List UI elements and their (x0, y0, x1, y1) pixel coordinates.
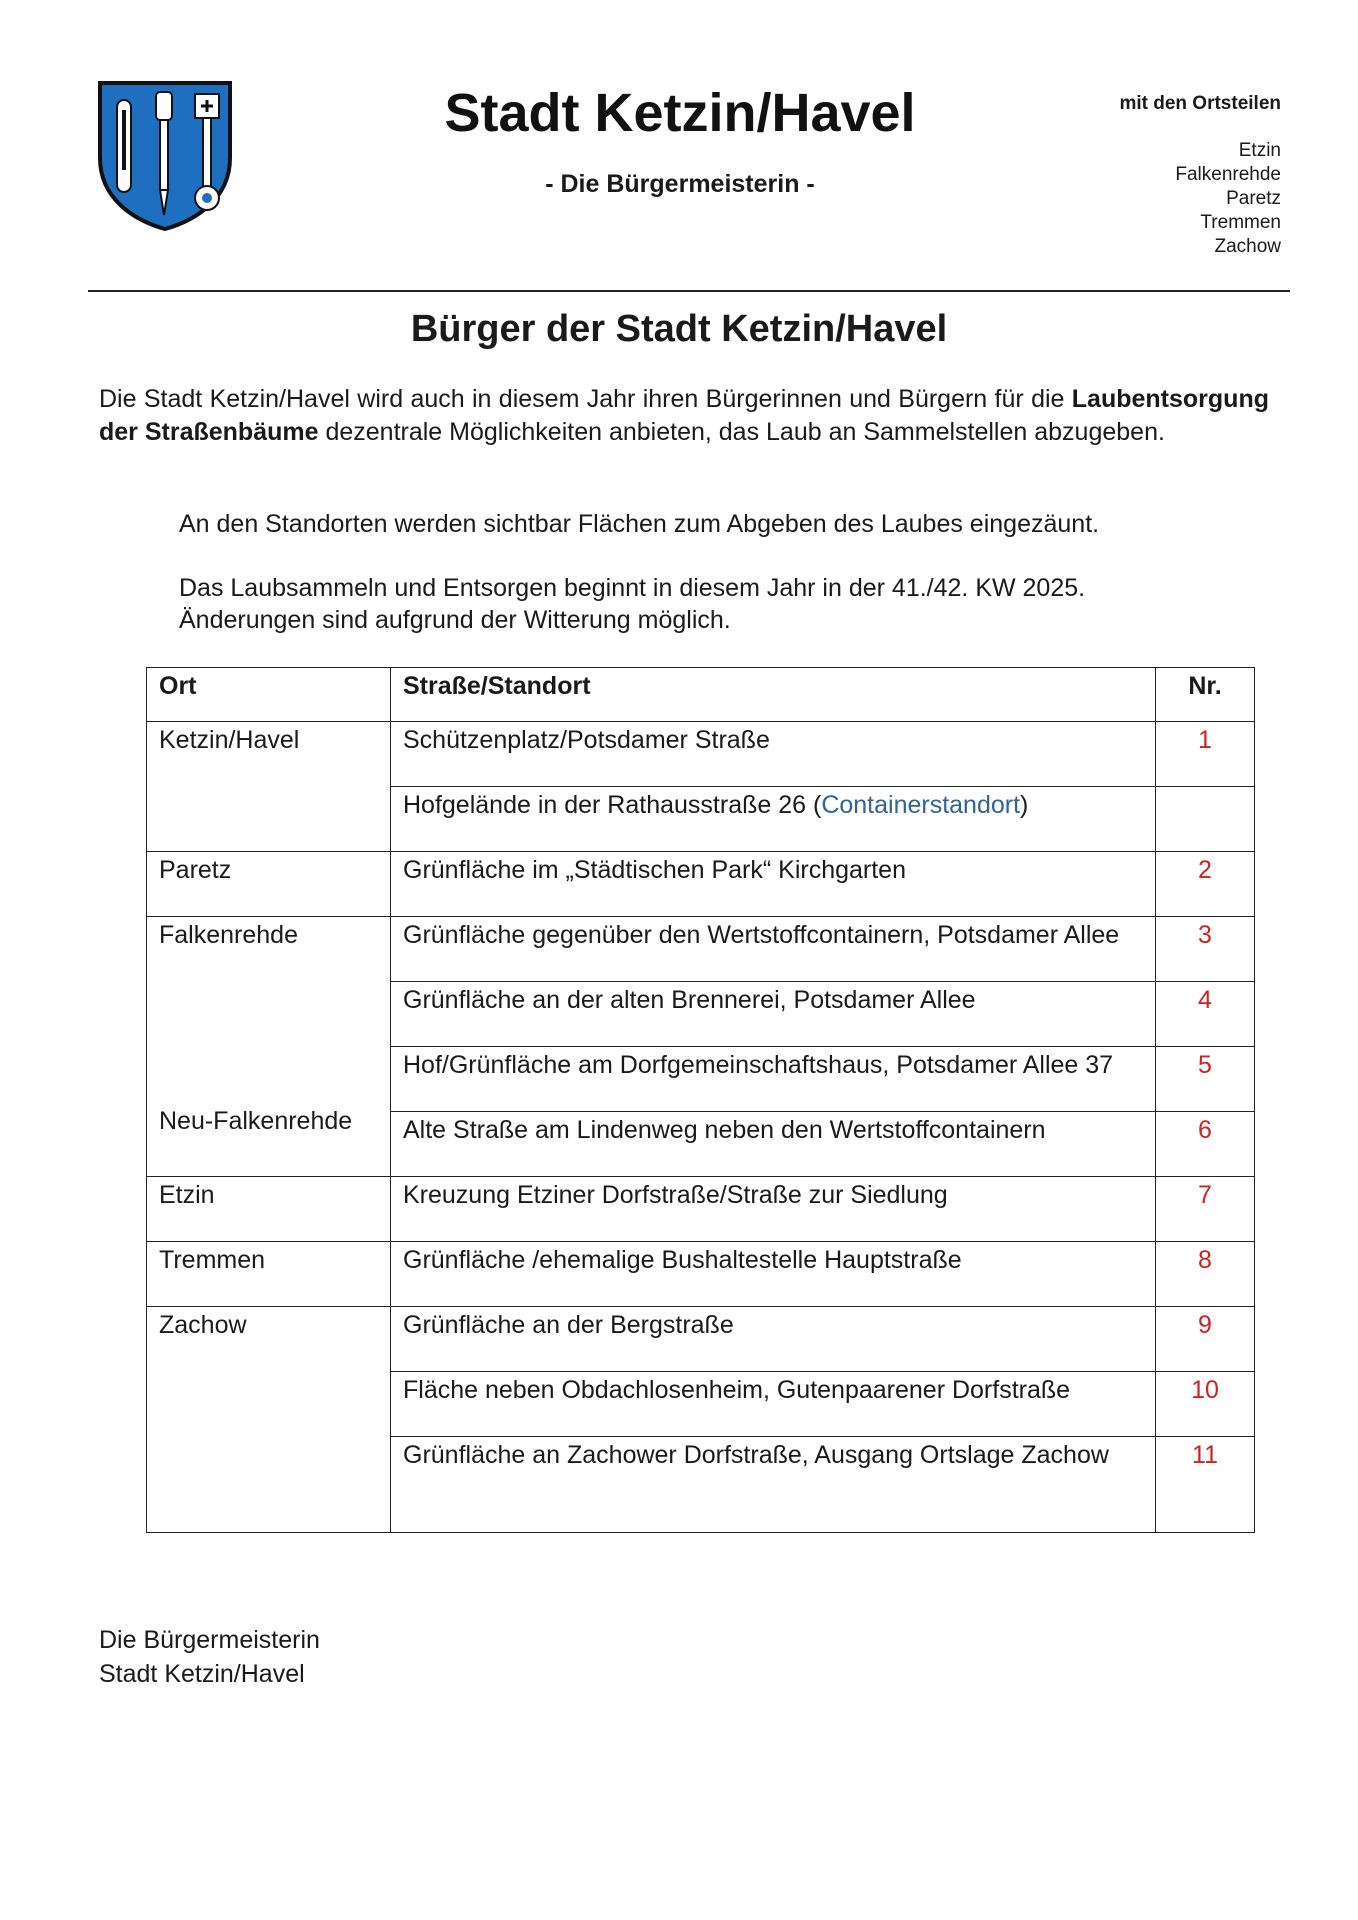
cell-ort: Etzin (147, 1177, 391, 1242)
fence-paragraph: An den Standorten werden sichtbar Flächen zum Abgeben des Laubes eingezäunt. (179, 510, 1100, 538)
schedule-line: Das Laubsammeln und Entsorgen beginnt in diesem Jahr in der 41./42. KW 2025. (179, 574, 1086, 602)
table-row (147, 1242, 1255, 1307)
cell-ort (147, 982, 391, 1047)
intro-bold-text: Laubentsorgung der Straßenbäume (99, 385, 1269, 446)
cell-nr: 2 (1156, 852, 1255, 917)
cell-standort: Fläche neben Obdachlosenheim, Gutenpaarener Dorfstraße (391, 1372, 1156, 1437)
cell-standort: Grünfläche an der Bergstraße (391, 1307, 1156, 1372)
intro-paragraph (99, 383, 1269, 449)
ortsteil-item: Etzin (1238, 140, 1281, 161)
page-title: Stadt Ketzin/Havel (444, 83, 916, 143)
cell-nr (1156, 787, 1255, 852)
table-row (147, 722, 1255, 787)
cell-standort: Alte Straße am Lindenweg neben den Wertstoffcontainern (391, 1112, 1156, 1177)
cell-ort: Falkenrehde (147, 917, 391, 982)
cell-nr: 10 (1156, 1372, 1255, 1437)
header-divider (88, 290, 1290, 292)
header-standort: Straße/Standort (391, 668, 1156, 722)
ortsteil-item: Tremmen (1200, 212, 1281, 233)
intro-text: dezentrale Möglichkeiten anbieten, das Laub an Sammelstellen abzugeben. (318, 418, 1165, 446)
document-heading: Bürger der Stadt Ketzin/Havel (410, 308, 948, 350)
cell-ort-wrap (147, 1106, 391, 1177)
table-row (147, 1307, 1255, 1372)
signature-line: Die Bürgermeisterin (99, 1626, 320, 1654)
cell-ort: Neu-Falkenrehde (159, 1106, 353, 1135)
cell-standort: Schützenplatz/Potsdamer Straße (391, 722, 1156, 787)
header-nr: Nr. (1156, 668, 1255, 722)
cell-nr: 11 (1156, 1437, 1255, 1533)
table-row (147, 917, 1255, 982)
table-row (147, 1177, 1255, 1242)
ortsteile-label: mit den Ortsteilen (1119, 93, 1281, 114)
cell-nr: 3 (1156, 917, 1255, 982)
cell-standort: Kreuzung Etziner Dorfstraße/Straße zur Siedlung (391, 1177, 1156, 1242)
table-row (147, 1112, 1255, 1177)
cell-nr: 7 (1156, 1177, 1255, 1242)
container-link[interactable]: Containerstandort (821, 791, 1021, 819)
cell-standort: Grünfläche an der alten Brennerei, Potsdamer Allee (391, 982, 1156, 1047)
cell-standort: Grünfläche an Zachower Dorfstraße, Ausgang Ortslage Zachow (391, 1437, 1156, 1533)
signature-line: Stadt Ketzin/Havel (99, 1660, 305, 1688)
city-crest-icon (97, 80, 233, 232)
cell-standort (391, 787, 1156, 852)
cell-nr: 1 (1156, 722, 1255, 787)
ortsteil-item: Zachow (1214, 236, 1281, 257)
cell-standort: Grünfläche /ehemalige Bushaltestelle Hauptstraße (391, 1242, 1156, 1307)
cell-nr: 8 (1156, 1242, 1255, 1307)
ortsteil-item: Falkenrehde (1175, 164, 1281, 185)
cell-nr: 5 (1156, 1047, 1255, 1112)
cell-ort: Zachow (147, 1307, 391, 1533)
weather-note-line: Änderungen sind aufgrund der Witterung möglich. (179, 606, 731, 634)
cell-nr: 4 (1156, 982, 1255, 1047)
cell-standort: Hof/Grünfläche am Dorfgemeinschaftshaus, Potsdamer Allee 37 (391, 1047, 1156, 1112)
cell-nr: 6 (1156, 1112, 1255, 1177)
cell-standort: Grünfläche im „Städtischen Park“ Kirchgarten (391, 852, 1156, 917)
table-row (147, 982, 1255, 1047)
page-subtitle: - Die Bürgermeisterin - (545, 170, 815, 198)
cell-standort: Grünfläche gegenüber den Wertstoffcontainern, Potsdamer Allee (391, 917, 1156, 982)
table-header-row (147, 668, 1255, 722)
cell-ort: Tremmen (147, 1242, 391, 1307)
ortsteile-list (1175, 139, 1281, 259)
standort-text: Hofgelände in der Rathausstraße 26 ( (403, 791, 822, 819)
cell-ort (147, 1047, 391, 1112)
table-row (147, 1047, 1255, 1112)
schedule-paragraph (179, 572, 1279, 636)
signature-block (99, 1623, 320, 1691)
table-row (147, 852, 1255, 917)
cell-ort: Ketzin/Havel (147, 722, 391, 852)
intro-text: Die Stadt Ketzin/Havel wird auch in diesem Jahr ihren Bürgerinnen und Bürgern für die (99, 385, 1072, 413)
standort-text: ) (1020, 791, 1029, 819)
cell-ort: Paretz (147, 852, 391, 917)
locations-table (146, 667, 1255, 1533)
cell-nr: 9 (1156, 1307, 1255, 1372)
header-ort: Ort (147, 668, 391, 722)
ortsteil-item: Paretz (1226, 188, 1281, 209)
